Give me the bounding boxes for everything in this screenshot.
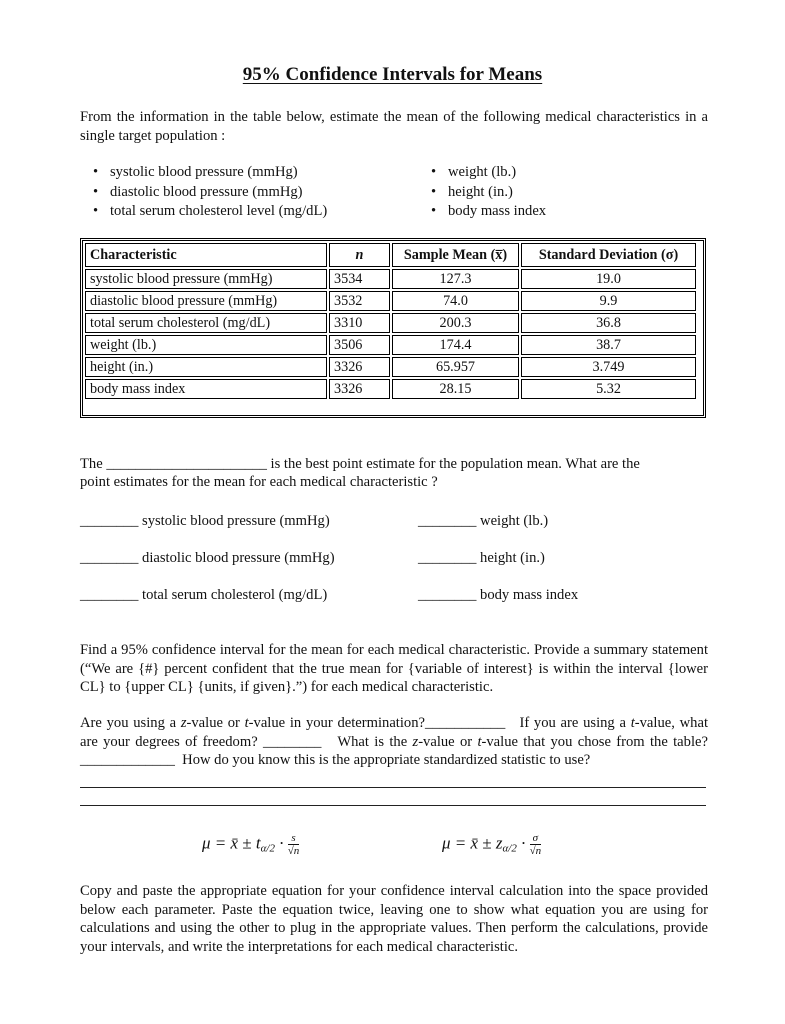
degrees-freedom-blank[interactable]: ________ (263, 733, 322, 750)
cell-sd: 5.32 (521, 379, 696, 399)
denominator: √n (287, 845, 300, 857)
table-row (85, 313, 696, 333)
point-estimate-blank[interactable]: ______________________ (106, 456, 267, 472)
intro-paragraph: From the information in the table below, estimate the mean of the following medical characteristics in a single target population : (80, 109, 708, 144)
cell-n: 3310 (329, 313, 390, 333)
text: -value that you chose from (481, 733, 645, 750)
cell-characteristic: total serum cholesterol (mg/dL) (85, 313, 327, 333)
fill-item (80, 512, 330, 530)
text: -value in your determination? (248, 715, 425, 731)
numerator: s (288, 832, 300, 845)
answer-line[interactable] (80, 805, 706, 806)
header-sample-mean: Sample Mean (x̅) (392, 243, 519, 267)
header-characteristic: Characteristic (85, 243, 327, 267)
text: What is the (337, 733, 413, 750)
cell-mean: 174.4 (392, 335, 519, 355)
list-item: • systolic blood pressure (mmHg) (80, 163, 327, 183)
z-formula (442, 832, 541, 857)
text: is the best point estimate for the population mean. What are the (270, 456, 640, 472)
cell-sd: 3.749 (521, 357, 696, 377)
cell-mean: 127.3 (392, 269, 519, 289)
text: · (279, 833, 284, 853)
fill-label: total serum cholesterol (mg/dL) (142, 587, 328, 603)
text: the table? (649, 733, 708, 750)
fill-item (418, 549, 545, 567)
cell-n: 3506 (329, 335, 390, 355)
text: z (412, 733, 419, 750)
text: t (630, 715, 635, 731)
cell-n: 3326 (329, 357, 390, 377)
cell-sd: 9.9 (521, 291, 696, 311)
cell-characteristic: weight (lb.) (85, 335, 327, 355)
text: How do you know this is the appropriate standardized statistic to use? (182, 752, 591, 768)
table-row (85, 335, 696, 355)
cell-mean: 28.15 (392, 379, 519, 399)
cell-sd: 36.8 (521, 313, 696, 333)
list-item: • weight (lb.) (418, 163, 546, 183)
t-formula (202, 832, 299, 857)
answer-blank[interactable]: ________ (418, 587, 477, 603)
table-row (85, 357, 696, 377)
bullet-list-right (418, 163, 546, 222)
cell-characteristic: body mass index (85, 379, 327, 399)
table-header-row (85, 243, 696, 267)
text: μ = x̄ ± t (202, 833, 261, 853)
critical-value-blank[interactable]: _____________ (80, 752, 175, 768)
header-n: n (329, 243, 390, 267)
cell-sd: 38.7 (521, 335, 696, 355)
text: t (477, 733, 482, 750)
closing-paragraph: Copy and paste the appropriate equation for your confidence interval calculation into the space provided below each parameter. Paste the equation twice, leaving one to show what equation you are using for calculations and using the other to plug in the appropriate values. Then perform the calculations, provide your intervals, and write the interpretations for each medical characteristic. (80, 883, 708, 955)
text: α/2 (502, 842, 517, 855)
page-title: 95% Confidence Intervals for Means (242, 64, 543, 85)
cell-n: 3534 (329, 269, 390, 289)
text: -value or (418, 733, 478, 750)
cell-characteristic: systolic blood pressure (mmHg) (85, 269, 327, 289)
cell-mean: 200.3 (392, 313, 519, 333)
answer-line[interactable] (80, 787, 706, 788)
header-standard-deviation: Standard Deviation (σ) (521, 243, 696, 267)
cell-mean: 65.957 (392, 357, 519, 377)
text: t (244, 715, 249, 731)
table-row (85, 269, 696, 289)
answer-blank[interactable]: ________ (418, 513, 477, 529)
text: Are you using a (80, 715, 181, 731)
text: -value or (186, 715, 245, 731)
cell-mean: 74.0 (392, 291, 519, 311)
cell-n: 3532 (329, 291, 390, 311)
fill-label: systolic blood pressure (mmHg) (142, 513, 330, 529)
bullet-list-left (80, 163, 327, 222)
cell-characteristic: height (in.) (85, 357, 327, 377)
text: The (80, 456, 103, 472)
answer-blank[interactable]: ________ (80, 513, 139, 529)
answer-blank[interactable]: ________ (80, 587, 139, 603)
list-item: • body mass index (418, 202, 546, 222)
list-item: • diastolic blood pressure (mmHg) (80, 183, 327, 203)
fill-item (418, 586, 578, 604)
fill-label: diastolic blood pressure (mmHg) (142, 550, 335, 566)
fill-item (80, 586, 327, 604)
find-ci-paragraph: Find a 95% confidence interval for the mean for each medical characteristic. Provide a summary statement (“We are {#} percent confident that the true mean for {variable of interest} is within the interval {lower CL} to {upper CL} {units, if given}.”) for each medical characteristic. (80, 642, 708, 695)
point-estimate-line2: point estimates for the mean for each medical characteristic ? (80, 474, 438, 490)
answer-blank[interactable]: ________ (418, 550, 477, 566)
fill-label: weight (lb.) (480, 513, 549, 529)
table-row (85, 379, 696, 399)
text: z (180, 715, 187, 731)
cell-n: 3326 (329, 379, 390, 399)
fill-item (418, 512, 548, 530)
fraction (530, 832, 542, 857)
questions-paragraph (80, 714, 708, 770)
list-item: • height (in.) (418, 183, 546, 203)
fill-item (80, 549, 335, 567)
text: -value, (634, 715, 675, 731)
cell-sd: 19.0 (521, 269, 696, 289)
stat-type-blank[interactable]: ___________ (424, 715, 506, 731)
fill-label: body mass index (480, 587, 579, 603)
point-estimate-line1 (80, 455, 708, 473)
fraction (288, 832, 300, 857)
answer-blank[interactable]: ________ (80, 550, 139, 566)
text: what are your degrees of freedom? (80, 715, 708, 750)
denominator: √n (529, 845, 542, 857)
list-item: • total serum cholesterol level (mg/dL) (80, 202, 327, 222)
text: If you are using a (519, 715, 631, 731)
numerator: σ (530, 832, 542, 845)
text: · (521, 833, 526, 853)
text: μ = x̄ ± z (442, 833, 503, 853)
cell-characteristic: diastolic blood pressure (mmHg) (85, 291, 327, 311)
data-table (83, 241, 698, 401)
fill-label: height (in.) (480, 550, 545, 566)
table-row (85, 291, 696, 311)
text: α/2 (260, 842, 275, 855)
